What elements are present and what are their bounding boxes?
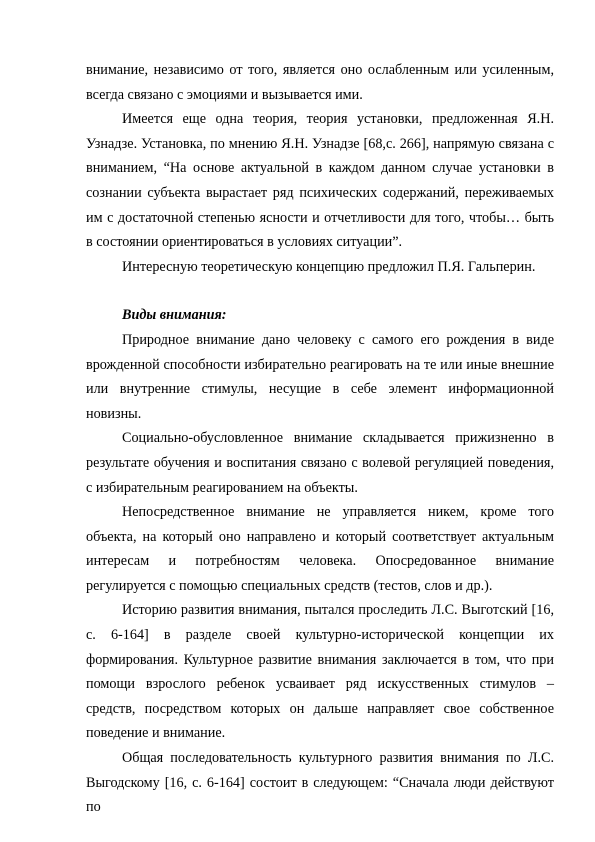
paragraph-cultural-development: Общая последовательность культурного развития внимания по Л.С. Выгодскому [16, с. 6-164] состоит в следующем: “Сначала люди действуют по	[86, 750, 554, 816]
section-heading: Виды внимания:	[122, 307, 227, 324]
paragraph-continuation: внимание, независимо от того, является оно ослабленным или усиленным, всегда связано с эмоциями и вызывается ими.	[86, 62, 554, 103]
paragraph-galperin: Интересную теоретическую концепцию предложил П.Я. Гальперин.	[122, 258, 536, 275]
paragraph-vygotsky-history: Историю развития внимания, пытался проследить Л.С. Выготский [16, с. 6-164] в разделе своей культурно-исторической концепции их формирования. Культурное развитие внимания заключается в том, что при помощи взрослого ребенок усваивает ряд искусственных стимулов – средств, посредством которых он дальше направляет свое собственное поведение и внимание.	[86, 602, 554, 742]
paragraph-direct-attention: Непосредственное внимание не управляется никем, кроме того объекта, на который оно направлено и который соответствует актуальным интересам и потребностям человека. Опосредованное внимание регулируется с помощью специальных средств (тестов, слов и др.).	[86, 504, 554, 594]
paragraph-natural-attention: Природное внимание дано человеку с самого его рождения в виде врожденной способности избирательно реагировать на те или иные внешние или внутренние стимулы, несущие в себе элемент информационной новизны.	[86, 331, 554, 422]
document-page	[86, 58, 554, 820]
paragraph-uznadze-theory: Имеется еще одна теория, теория установки, предложенная Я.Н. Узнадзе. Установка, по мнению Я.Н. Узнадзе [68,с. 266], напрямую связана с вниманием, “На основе актуальной в каждом данном случае установки в сознании субъекта вырастает ряд психических содержаний, переживаемых им с достаточной степенью ясности и отчетливости для того, чтобы… быть в состоянии ориентироваться в условиях ситуации”.	[86, 111, 554, 251]
paragraph-social-attention: Социально-обусловленное внимание складывается прижизненно в результате обучения и воспитания связано с волевой регуляцией поведения, с избирательным реагированием на объекты.	[86, 430, 554, 496]
